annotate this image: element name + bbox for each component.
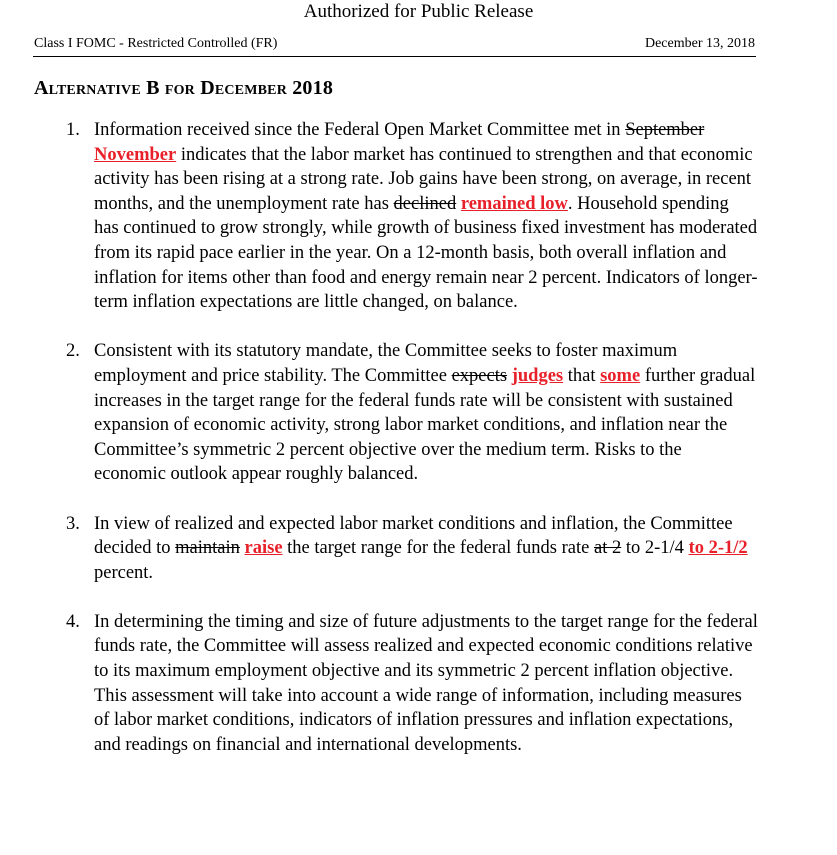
inserted-text: to 2-1/2 <box>688 538 748 559</box>
paragraph-text: to 2-1/4 <box>625 538 684 559</box>
page-header <box>34 36 755 52</box>
paragraph-text: In view of realized and expected labor market conditions and inflation, the Committee decided to <box>94 513 733 559</box>
deleted-text: declined <box>393 193 457 214</box>
paragraph-text: percent. <box>94 562 154 583</box>
classification-label: Class I FOMC - Restricted Controlled (FR) <box>34 36 278 51</box>
deleted-text: expects <box>451 365 508 386</box>
paragraph-text: In determining the timing and size of future adjustments to the target range for the federal funds rate, the Committee will assess realized and expected economic conditions relative to its maximum employment objective and its symmetric 2 percent inflation objective. This assessment will take into account a wide range of information, including measures of labor market conditions, indicators of inflation pressures and inflation expectations, and readings on financial and international developments. <box>94 611 758 755</box>
inserted-text: some <box>600 365 641 386</box>
statement-list <box>66 118 758 782</box>
deleted-text: at 2 <box>594 538 622 559</box>
inserted-text: judges <box>511 365 564 386</box>
inserted-text: remained low <box>460 193 568 214</box>
deleted-text: maintain <box>175 538 240 559</box>
inserted-text: November <box>94 144 177 165</box>
paragraph-text: the target range for the federal funds rate <box>287 538 590 559</box>
paragraph-number: 2. <box>66 341 80 362</box>
paragraph-text: indicates that the labor market has continued to strengthen and that economic activity has been rising at a strong rate. Job gains have been strong, on average, in recent months, and the unemployment rate has <box>94 144 753 214</box>
paragraph-number: 4. <box>66 611 80 632</box>
page-title: Alternative B for December 2018 <box>34 77 334 99</box>
paragraph-text: Information received since the Federal Open Market Committee met in <box>94 120 621 140</box>
header-rule <box>33 56 756 57</box>
paragraph-2 <box>66 339 758 487</box>
paragraph-text: Consistent with its statutory mandate, the Committee seeks to foster maximum employment and price stability. The Committee <box>94 341 678 386</box>
inserted-text: raise <box>244 538 283 559</box>
paragraph-text: that <box>567 365 596 386</box>
document-date: December 13, 2018 <box>644 36 755 51</box>
paragraph-number: 3. <box>66 513 80 534</box>
paragraph-1 <box>66 118 758 315</box>
paragraph-3 <box>66 512 758 586</box>
paragraph-text: further gradual increases in the target range for the federal funds rate will be consistent with sustained expansion of economic activity, strong labor market conditions, and inflation near the Committee’s symmetric 2 percent objective over the medium term. Risks to the economic outlook appear roughly balanced. <box>94 365 756 485</box>
deleted-text: September <box>625 120 705 140</box>
paragraph-number: 1. <box>66 120 80 140</box>
paragraph-4 <box>66 610 758 758</box>
release-banner: Authorized for Public Release <box>303 1 534 22</box>
paragraph-text: . Household spending has continued to grow strongly, while growth of business fixed investment has moderated from its rapid pace earlier in the year. On a 12-month basis, both overall inflation and inflation for items other than food and energy remain near 2 percent. Indicators of longer-term inflation expectations are little changed, on balance. <box>94 193 758 313</box>
